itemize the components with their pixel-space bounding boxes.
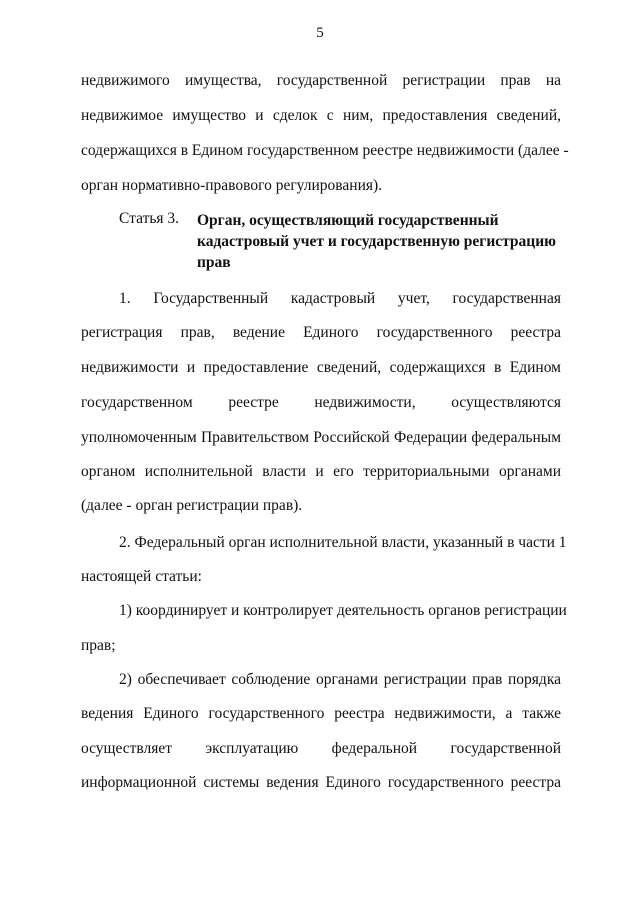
- paragraph1-line-2: регистрация прав, ведение Единого государственного реестра: [81, 324, 561, 341]
- intro-line-1: недвижимого имущества, государственной регистрации прав на: [81, 72, 561, 89]
- article-heading-line-2: кадастровый учет и государственную регистрацию: [197, 233, 557, 250]
- paragraph1-line-4: государственном реестре недвижимости, осуществляются: [81, 394, 561, 411]
- page-number: 5: [316, 25, 324, 41]
- item2-line-3: осуществляет эксплуатацию федеральной государственной: [81, 740, 561, 757]
- paragraph1-line-5: уполномоченным Правительством Российской Федерации федеральным: [81, 429, 561, 446]
- intro-line-3: содержащихся в Едином государственном реестре недвижимости (далее -: [81, 142, 569, 159]
- article-heading-line-3: прав: [197, 254, 231, 271]
- item1-line-2: прав;: [81, 637, 116, 654]
- article-heading: [197, 210, 577, 273]
- intro-line-4: орган нормативно-правового регулирования).: [81, 177, 383, 194]
- paragraph1-line-6: органом исполнительной власти и его территориальными органами: [81, 463, 561, 480]
- article-heading-line-1: Орган, осуществляющий государственный: [197, 212, 499, 229]
- intro-line-2: недвижимое имущество и сделок с ним, предоставления сведений,: [81, 107, 561, 124]
- paragraph2-line-2: настоящей статьи:: [81, 568, 202, 585]
- paragraph1-line-3: недвижимости и предоставление сведений, содержащихся в Едином: [81, 359, 561, 376]
- paragraph2-line-1: 2. Федеральный орган исполнительной власти, указанный в части 1: [119, 534, 567, 551]
- item2-line-4: информационной системы ведения Единого государственного реестра: [81, 774, 561, 791]
- paragraph1-line-1: 1. Государственный кадастровый учет, государственная: [119, 290, 561, 307]
- item1-line-1: 1) координирует и контролирует деятельность органов регистрации: [119, 602, 567, 619]
- article-label: Статья 3.: [119, 210, 180, 227]
- item2-line-2: ведения Единого государственного реестра недвижимости, а также: [81, 705, 561, 722]
- paragraph1-line-7: (далее - орган регистрации прав).: [81, 497, 303, 514]
- item2-line-1: 2) обеспечивает соблюдение органами регистрации прав порядка: [119, 671, 561, 688]
